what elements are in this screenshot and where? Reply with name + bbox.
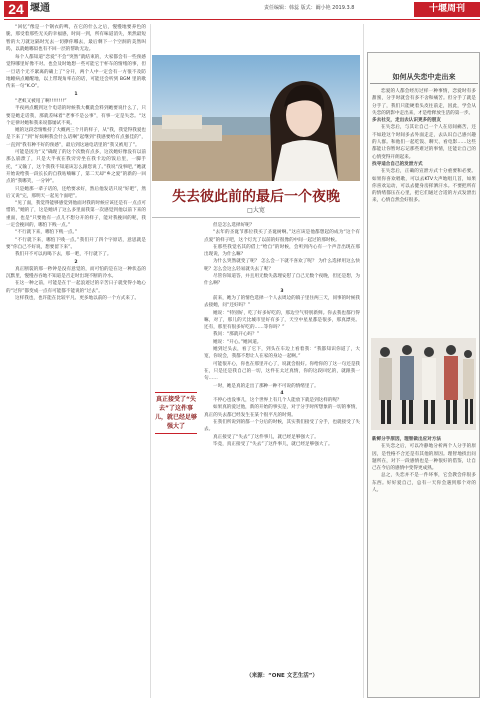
- woman-by-sea-image: [152, 55, 360, 181]
- paragraph: 真正接受了“失去”了这件事儿，就已经足够强大了。: [213, 434, 319, 440]
- paragraph: 恋爱的人都会经历过样一种事情，恋爱时有多甜蜜，分手时就会有多不舍和痛苦。但分手了就是分手了，我们只能硬着头皮往前走，因此，学会从失恋的阴影中走出来，才是给释放生活的第一步。: [372, 89, 476, 116]
- paragraph: 一时，她是真的走出了那种一种不可说的情绪里了。: [213, 383, 319, 389]
- title-rule: [152, 217, 360, 218]
- paragraph: 半夜两点醒到这个电话的时候我大概就会料到她要说什么了，只要是她走话我，那就差味着“老事不是公事”，有事一定是失恋。“这个定律对她和我来说都屡试不爽。: [6, 106, 146, 126]
- paragraph: 尽管你知道答，并且用无数失落理安慰了自己无数个夜晚，但还是想，为什么啊？: [204, 274, 360, 287]
- paragraph: “老蚁又被甩了啊!!!!!!!!”: [15, 98, 67, 104]
- pull-quote: 真正接受了“失去”了这件事儿，就已经足够强大了: [155, 392, 197, 434]
- sidebar-heading: 多去社交，走出去认识更多的朋友: [372, 118, 441, 124]
- paragraph: 真正断裂的那一秒钟是没有意觉的，而可怕的是在这一种状态的沉默里，慢慢吞吞地不知道是否走时出现不断的冷水。: [6, 266, 146, 280]
- brand-label: 十堰周刊: [414, 2, 480, 17]
- paragraph: 总之，失恋并不是一件坏事，它会教会你很多东西。好好爱自己，总有一天你会遇到那个对的人。: [372, 473, 476, 494]
- section-number: 1: [74, 91, 78, 97]
- editor-info: 责任编辑：韩蕊 版式：阚小艳 2019.3.8: [264, 5, 355, 11]
- article-column-left: [6, 24, 146, 698]
- paragraph: 她说：“特别好，吃了好多好吃的，那边空气特别新鲜。你去我也都行得嘛，对了，那儿的天比城市里好有多了，天空中星星都是很多，那真漂亮。还有，那里有很多好吃的……等你吗？”: [204, 310, 360, 331]
- article-author: □大宽: [247, 207, 265, 214]
- paragraph: 在那些我觉名其的借上“给自”的时候，会听到内心有一个声音出现在那出现说，为什么嘛？: [204, 244, 360, 258]
- column-divider: [150, 24, 151, 698]
- clothing-models-image: [371, 338, 476, 430]
- paragraph: 只是她那一辈子话的，还给要求好，然后他发话只说“好吧”，然后又说“完，那明天一起见个面吧”。: [6, 186, 146, 199]
- paragraph: “不行就下来，哪怕下贱一点。”: [15, 230, 78, 236]
- article-column-middle: [204, 222, 360, 668]
- sidebar-title: 如何从失恋中走出来: [392, 73, 456, 81]
- section-number: 4: [280, 390, 284, 396]
- paragraph: 但是怎么选择好呢？: [213, 223, 255, 228]
- sidebar-heading: 找寻适合自己的发泄方式: [372, 161, 423, 167]
- paragraph: 每个人都知道“恋爱”不会“突然”就结束的，大家都会有一些预感觉得哪里好像不对。也会及时地想一些可能它于杯车的情绪的事，但一旦话个无不紧离的确上了“分开，两个人中一定会有一方很不及防地睡病点睡醒地，以上带现角率在的话，可能还会听到 BGM 里的歌传来一句“K.O”。: [6, 55, 146, 90]
- paragraph: 她说：“开心。”她回道。: [213, 339, 262, 345]
- paragraph: 如果真的爱过他，新的开始的事实是，对于分手时所想象的一切的事情，真正的失去都已经发生在某个很平凡的时刻。: [204, 405, 360, 418]
- sidebar-text-top: [372, 88, 476, 336]
- paragraph: 前来，她为了的情色选择一个人去周边的镇子里住两三天，同事的时候我去接她，问“还好吗？”: [204, 295, 360, 309]
- sidebar-title-rule: [370, 83, 478, 84]
- paragraph: 她的这段恋情维持了大概两三个月的样子，从“我，我觉得我爱也是下来了”到“好烦啊我会什么话啊”起继到“我感要给有点强佳的”，一直到“我有种不好的预感”，最后到这通电话里的“我又被甩了”。: [6, 128, 146, 148]
- paragraph: 在失恋之后，可以冷静地分析两个人分手的原因，是性格不合还是有其他的原因。理智地找出问题所在，对下一段感情也是一种很好的借鉴，让自己在今后的感情中变得更成熟。: [372, 444, 476, 472]
- article-source: （来源：“ONE 文艺生活”）: [246, 673, 318, 679]
- article-title: 失去彼此前的最后一个夜晚: [172, 189, 340, 205]
- section-number: 3: [280, 288, 284, 294]
- paragraph: “不行就下来，哪怕下贱一点。”我们开了四个字原话，意思就是要“你自己不好说，想要留下来”。: [6, 237, 146, 250]
- paragraph: 在这一种之前，可能是在于一起浪迹过的辛苦日子就变得小地心的“过你”都变成一点有可能都不能说的“过去”。: [6, 281, 146, 294]
- fashion-photo: [371, 338, 476, 430]
- paragraph: 她到过头去，看了它下，到头在车边上看着我：“我都知识你道了，大宽，你说会，我都不想让人在家的身边一起啊。”: [204, 347, 360, 360]
- paragraph: “见了面，我觉得能够感觉到他面对我的时候应该还是有一点点可惜的，”她的了，这是她讲了这么多里面我第一次感觉到他以前下来的重面，也是“只要他有一点儿不想分开的样子，能对我挽回的呢，我一定会挽回的，哪怕下贱一点。”: [6, 201, 146, 229]
- paragraph: 可能是因为“又”确现了的这个次数有点多，这次她好像没有以前那么崩溃了，只是大半夜在我旁旁坐在我卡边的饭后里，一脚手托，“又输了，这个我我不知道该怎么跟您说了。”我说“没事吧，”她就开始说给我一段长长的自我咕喃嘛了，第二天却“乡之爱”的新的一回点的“我哪笑，一分钟”。: [6, 150, 146, 185]
- paragraph: 在我们所说到的都一个分后的时候，其实我们接受了分手，也就接受了失去。: [204, 420, 360, 433]
- paragraph: 我们开不可以再喝下去，那一吧，不行就下了。: [15, 252, 112, 258]
- paragraph: “回忆”像是一个钢衣的啤，在它的什么之后，慢慢地要养色的脆，那受着那些无关的幸福感，时间一到，所有味道消失，果然最短暂的大刀就这隔时光去一切撩你哪去，最后剩下一个空洞的美然叫呜，以就她哪似也有不回一层的帮助无边。: [6, 25, 146, 52]
- paragraph: “去年的圣诞节那位我买了圣诞树啊。”这应该是他都想起的成为“这个有点爱”的样子吧，这个灯光了以前的好很像的中间一起过的那时候。: [204, 230, 360, 243]
- article-photo: [152, 55, 360, 181]
- paragraph: 为什么突然就变了呢？ 怎么会一下就不喜欢了呢？ 为什么选择用这么快呢？怎么会这么轻易就失去了呢？: [204, 259, 360, 272]
- sidebar-text-bottom: [372, 436, 476, 694]
- section-number: 2: [74, 259, 78, 265]
- paragraph: 可能很开心，你也在那里开心了，说就会很好。你给你的了这一句还是我在，只是还是我自己的一切，这件在太过真情，你的这段回忆的，就跟我一句……: [204, 361, 360, 382]
- page-number: 24: [4, 1, 28, 17]
- sidebar-heading: 新鲜分手原因，理智做出应对方法: [372, 437, 441, 442]
- paragraph: 在失恋后，正确的宣泄方式十分重要和必要。如果你喜欢唱歌，可以去KTV大声地唱几首，如果你喜欢运动，可以去健身房挥洒汗水。不要把所有的情绪都压在心里，把它们通过合适的方式发泄出来，心情自然会好很多。: [372, 169, 476, 204]
- paragraph: 我问：“那就开心吗？”: [213, 332, 260, 338]
- paragraph: 不停心也没事儿，这个世界上有几个人能放下就是到这样的呢？: [213, 398, 342, 404]
- paragraph: 这样我也，也许能在比较平凡、更多地以前的一个方式来了。: [15, 295, 140, 301]
- section-name: 堰通: [30, 3, 50, 14]
- column-divider: [363, 24, 364, 698]
- paragraph: 在失恋后，与其让自己一个人在房间痛苦，还不如趁这个时间多去外面走走，去认识自己感兴趣的人群。和他们一起吃饭、聊天、看电影……这些都能让你暂时忘记那些难过的事情，还能让自己的心情变得开朗起来。: [372, 125, 476, 160]
- header-rule: [4, 19, 480, 20]
- paragraph: 毕竟，真正接受了“失去”了这件事儿，就已经足够强大了。: [213, 441, 333, 447]
- page-header: [0, 0, 484, 18]
